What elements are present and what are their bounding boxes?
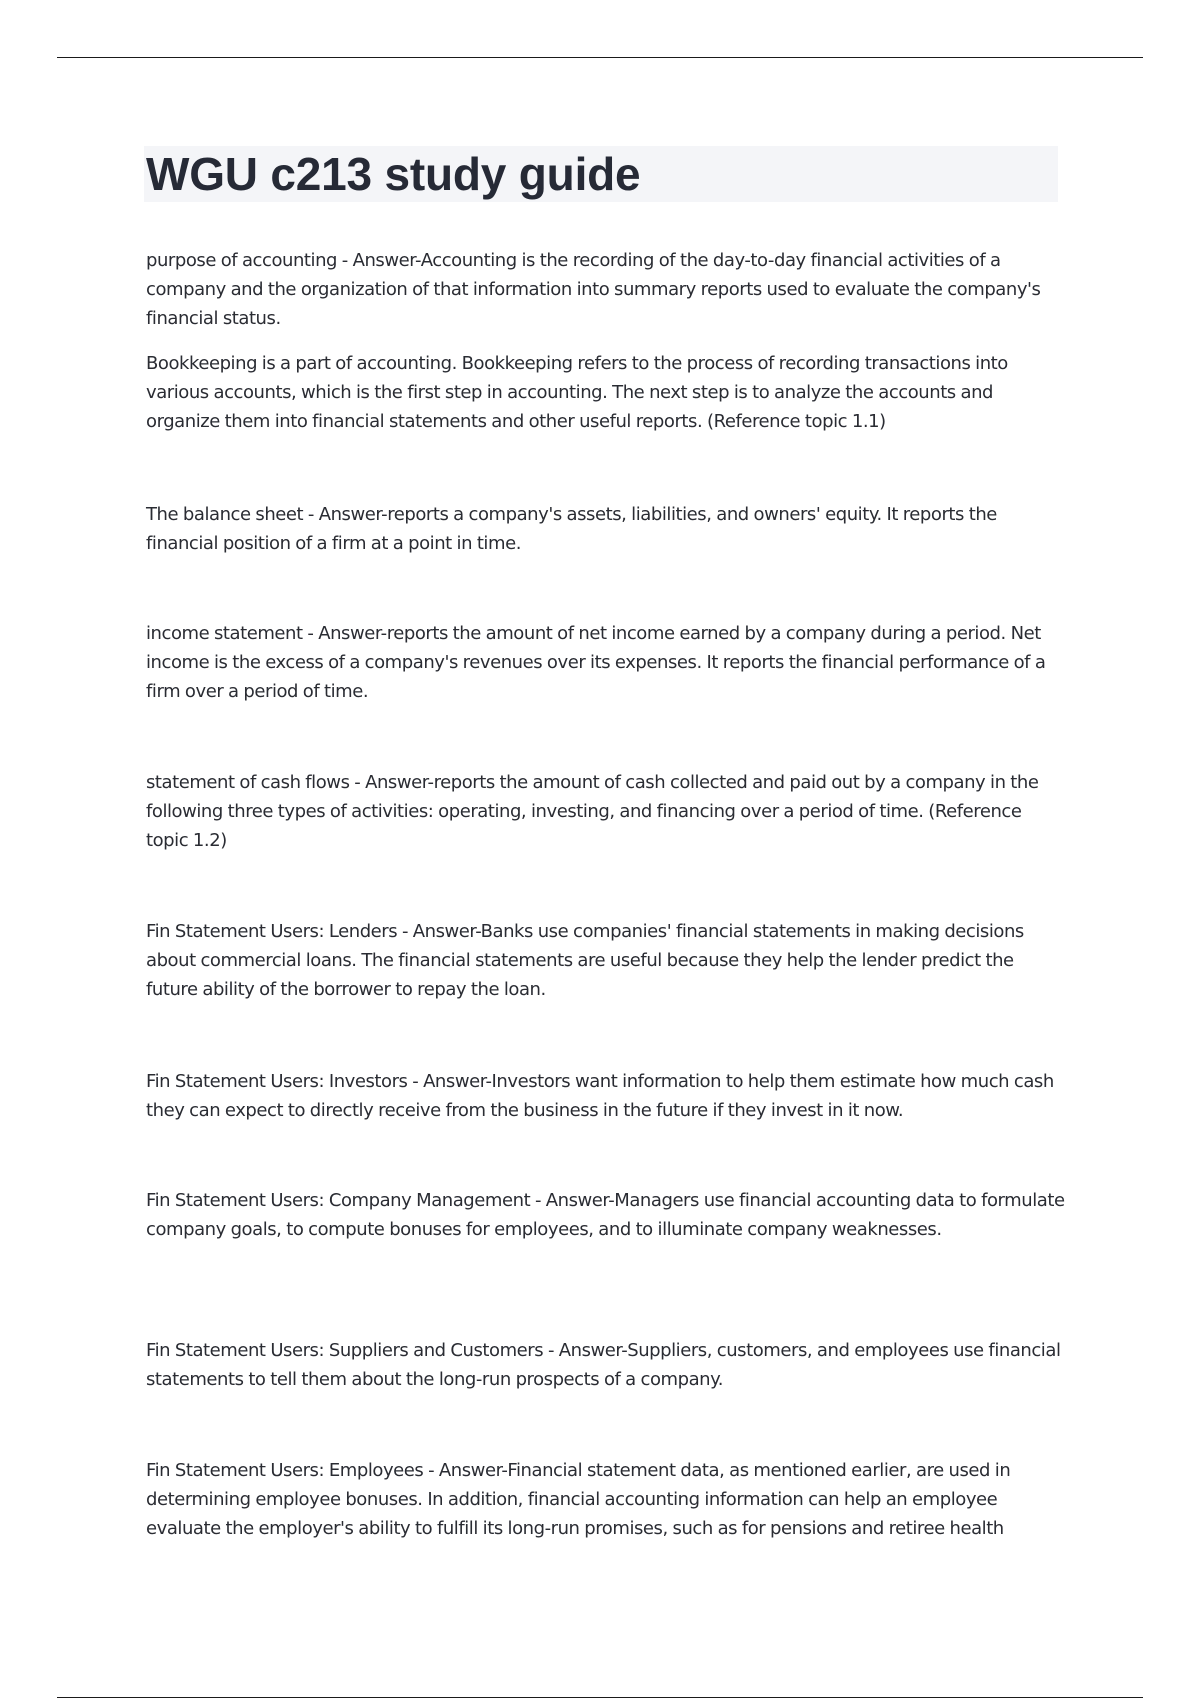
- entry-balance-sheet: The balance sheet - Answer-reports a company's assets, liabilities, and owners' equity. It reports the financial position of a firm at a point in time.: [146, 504, 997, 554]
- entry-users-investors: Fin Statement Users: Investors - Answer-Investors want information to help them estimate how much cash they can expect to directly receive from the business in the future if they invest in it now.: [146, 1071, 1054, 1121]
- entry-users-employees: Fin Statement Users: Employees - Answer-Financial statement data, as mentioned earlier, are used in determining employee bonuses. In addition, financial accounting information can help an employee evaluate the employer's ability to fulfill its long-run promises, such as for pensions and retiree health: [146, 1460, 1011, 1539]
- bottom-divider: [57, 1697, 1143, 1698]
- document-title: WGU c213 study guide: [146, 148, 641, 200]
- entry-users-lenders: Fin Statement Users: Lenders - Answer-Banks use companies' financial statements in making decisions about commercial loans. The financial statements are useful because they help the lender predict the future ability of the borrower to repay the loan.: [146, 921, 1024, 1000]
- entry-bookkeeping: Bookkeeping is a part of accounting. Bookkeeping refers to the process of recording transactions into various accounts, which is the first step in accounting. The next step is to analyze the accounts and organize them into financial statements and other useful reports. (Reference topic 1.1): [146, 353, 1008, 432]
- entry-income-statement: income statement - Answer-reports the amount of net income earned by a company during a period. Net income is the excess of a company's revenues over its expenses. It reports the financial performance of a firm over a period of time.: [146, 623, 1046, 702]
- top-divider: [57, 57, 1143, 58]
- entry-statement-of-cash-flows: statement of cash flows - Answer-reports the amount of cash collected and paid out by a company in the following three types of activities: operating, investing, and financing over a period of time. (Reference topic 1.2): [146, 772, 1039, 851]
- entry-users-company-management: Fin Statement Users: Company Management - Answer-Managers use financial accounting data to formulate company goals, to compute bonuses for employees, and to illuminate company weaknesses.: [146, 1190, 1065, 1240]
- entry-users-suppliers-customers: Fin Statement Users: Suppliers and Customers - Answer-Suppliers, customers, and employees use financial statements to tell them about the long-run prospects of a company.: [146, 1340, 1061, 1390]
- entry-purpose-of-accounting: purpose of accounting - Answer-Accounting is the recording of the day-to-day financial activities of a company and the organization of that information into summary reports used to evaluate the company's financial status.: [146, 250, 1041, 329]
